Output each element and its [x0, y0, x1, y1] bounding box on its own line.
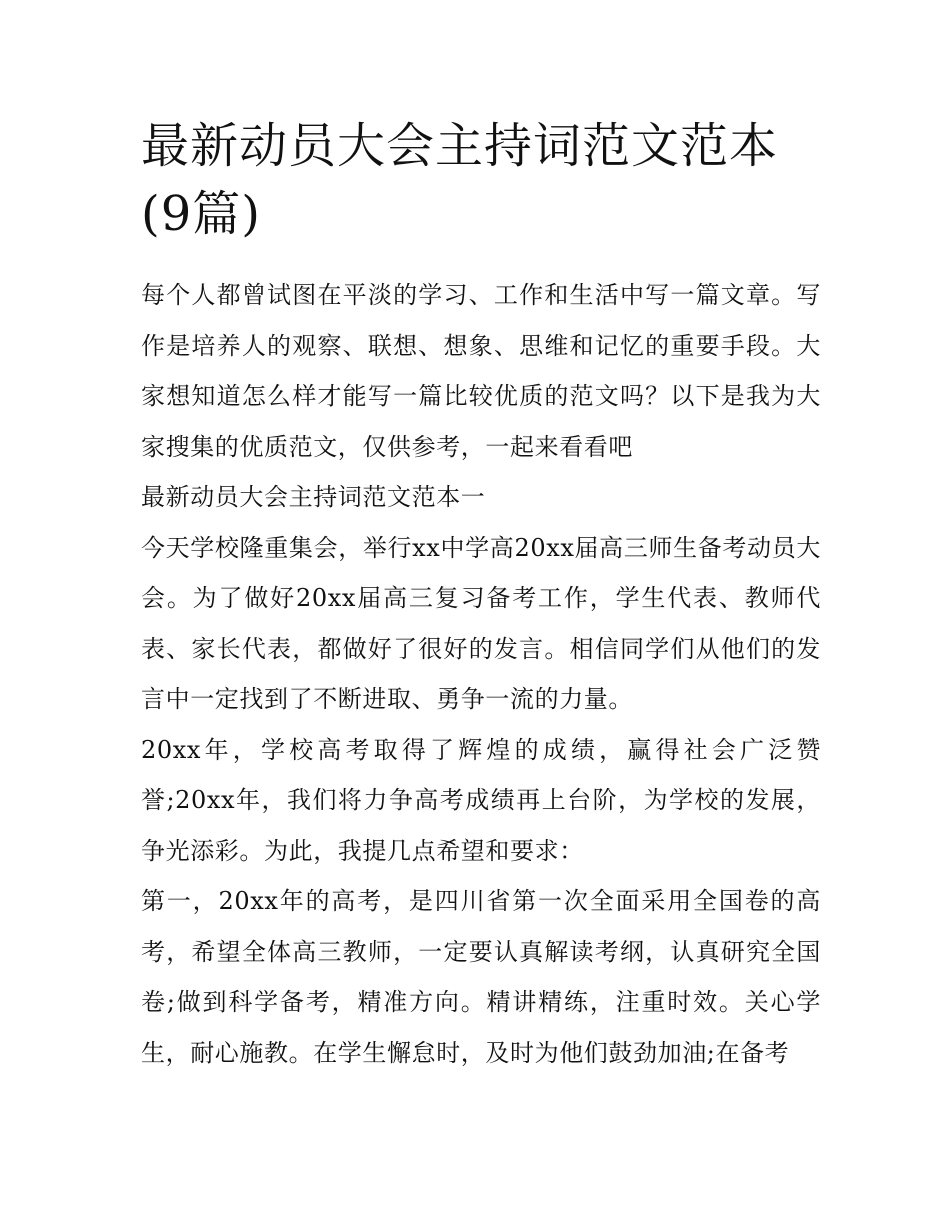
- intro-paragraph: 每个人都曾试图在平淡的学习、工作和生活中写一篇文章。写作是培养人的观察、联想、想象、思维和记忆的重要手段。大家想知道怎么样才能写一篇比较优质的范文吗？以下是我为大家搜集的优质范文，仅供参考，一起来看看吧: [141, 281, 821, 461]
- document-title: 最新动员大会主持词范文范本(9篇): [141, 118, 779, 242]
- document-page: [141, 112, 821, 1078]
- body-paragraph: 今天学校隆重集会，举行xx中学高20xx届高三师生备考动员大会。为了做好20xx届高三复习备考工作，学生代表、教师代表、家长代表，都做好了很好的发言。相信同学们从他们的发言中一定找到了不断进取、勇争一流的力量。: [141, 533, 821, 713]
- body-paragraph: 20xx年，学校高考取得了辉煌的成绩，赢得社会广泛赞誉;20xx年，我们将力争高考成绩再上台阶，为学校的发展，争光添彩。为此，我提几点希望和要求：: [141, 735, 821, 865]
- body-paragraph: 第一，20xx年的高考，是四川省第一次全面采用全国卷的高考，希望全体高三教师，一定要认真解读考纲，认真研究全国卷;做到科学备考，精准方向。精讲精练，注重时效。关心学生，耐心施教。在学生懈怠时，及时为他们鼓劲加油;在备考: [141, 887, 821, 1067]
- section-heading: 最新动员大会主持词范文范本一: [141, 483, 486, 511]
